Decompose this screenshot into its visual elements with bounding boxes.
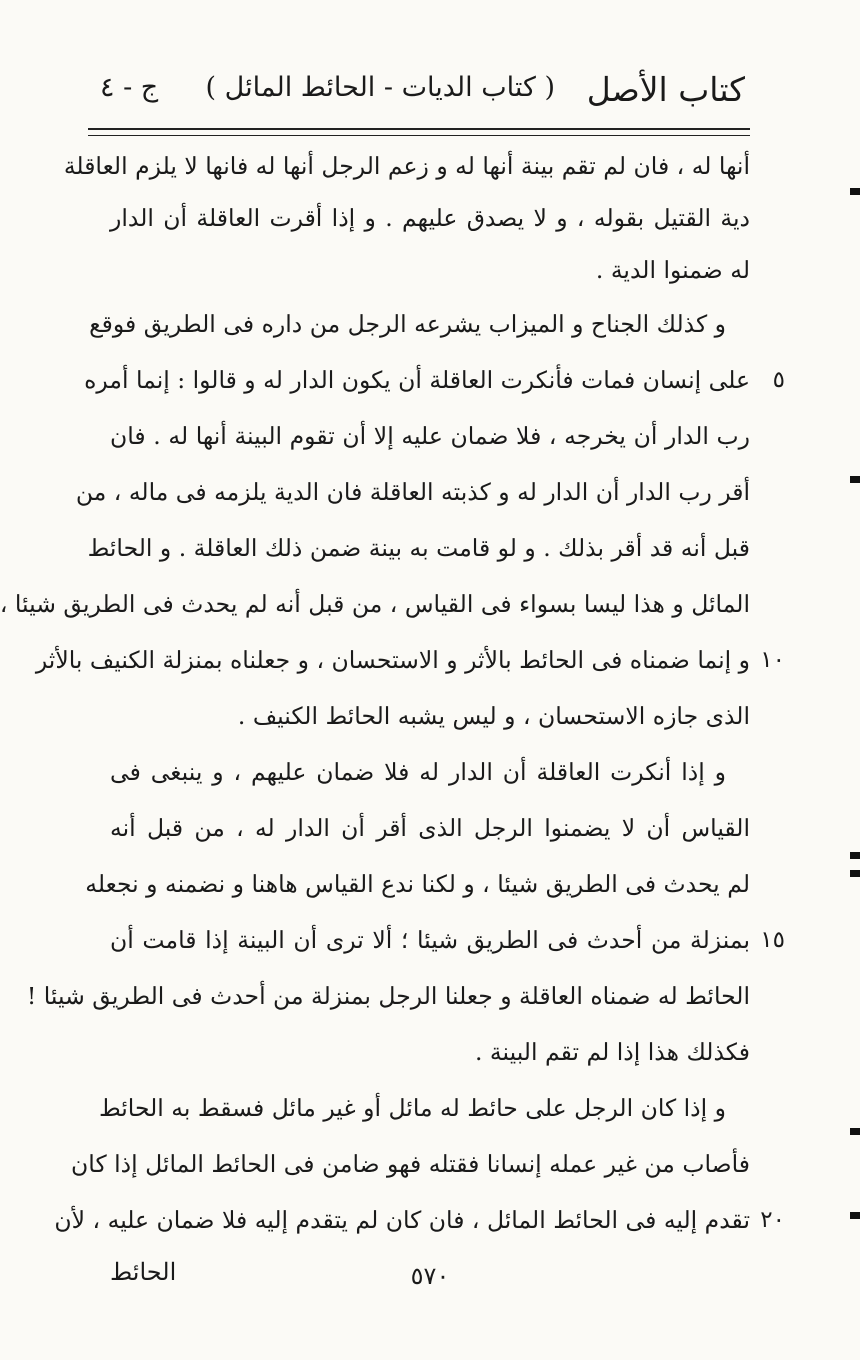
text-line: الحائط له ضمناه العاقلة و جعلنا الرجل بمنزلة من أحدث فى الطريق شيئا ! bbox=[26, 982, 750, 1010]
text-line: و إنما ضمناه فى الحائط بالأثر و الاستحسان ، و جعلناه بمنزلة الكنيف بالأثر bbox=[35, 646, 750, 674]
text-line: المائل و هذا ليسا بسواء فى القياس ، من قبل أنه لم يحدث فى الطريق شيئا ، bbox=[0, 590, 750, 618]
text-line: لم يحدث فى الطريق شيئا ، و لكنا ندع القياس هاهنا و نضمنه و نجعله bbox=[85, 870, 750, 898]
volume-label: ج - ٤ bbox=[100, 72, 159, 103]
text-line: بمنزلة من أحدث فى الطريق شيئا ؛ ألا ترى أن البينة إذا قامت أن bbox=[110, 926, 750, 954]
running-header bbox=[95, 70, 745, 120]
line-number-20: ٢٠ bbox=[760, 1207, 785, 1233]
margin-mark bbox=[850, 1128, 860, 1135]
text-line: أنها له ، فان لم تقم بينة أنها له و زعم الرجل أنها له فانها لا يلزم العاقلة bbox=[63, 152, 750, 180]
text-line: على إنسان فمات فأنكرت العاقلة أن يكون الدار له و قالوا : إنما أمره bbox=[84, 366, 750, 394]
text-line: فأصاب من غير عمله إنسانا فقتله فهو ضامن فى الحائط المائل إذا كان bbox=[71, 1150, 750, 1178]
line-number-10: ١٠ bbox=[760, 647, 785, 673]
line-number-15: ١٥ bbox=[760, 927, 785, 953]
text-line: و كذلك الجناح و الميزاب يشرعه الرجل من داره فى الطريق فوقع bbox=[89, 310, 726, 338]
margin-mark bbox=[850, 870, 860, 877]
text-line: قبل أنه قد أقر بذلك . و لو قامت به بينة ضمن ذلك العاقلة . و الحائط bbox=[87, 534, 750, 562]
page-number: ٥٧٠ bbox=[410, 1262, 450, 1290]
margin-mark bbox=[850, 188, 860, 195]
header-rule-thick bbox=[88, 128, 750, 130]
margin-mark bbox=[850, 1212, 860, 1219]
text-line: القياس أن لا يضمنوا الرجل الذى أقر أن الدار له ، من قبل أنه bbox=[110, 814, 750, 842]
text-line: فكذلك هذا إذا لم تقم البينة . bbox=[474, 1038, 750, 1066]
text-line: و إذا كان الرجل على حائط له مائل أو غير مائل فسقط به الحائط bbox=[98, 1094, 726, 1122]
margin-mark bbox=[850, 476, 860, 483]
text-line: له ضمنوا الدية . bbox=[595, 256, 750, 284]
text-line: أقر رب الدار أن الدار له و كذبته العاقلة فان الدية يلزمه فى ماله ، من bbox=[75, 478, 750, 506]
margin-mark bbox=[850, 852, 860, 859]
text-line: دية القتيل بقوله ، و لا يصدق عليهم . و إذا أقرت العاقلة أن الدار bbox=[110, 204, 750, 232]
text-line: رب الدار أن يخرجه ، فلا ضمان عليه إلا أن تقوم البينة أنها له . فان bbox=[110, 422, 750, 450]
text-line: الذى جازه الاستحسان ، و ليس يشبه الحائط الكنيف . bbox=[237, 702, 750, 730]
catchword: الحائط bbox=[110, 1258, 177, 1286]
header-rule-thin bbox=[88, 135, 750, 136]
line-number-5: ٥ bbox=[772, 367, 785, 393]
text-line: و إذا أنكرت العاقلة أن الدار له فلا ضمان عليهم ، و ينبغى فى bbox=[110, 758, 726, 786]
text-line: تقدم إليه فى الحائط المائل ، فان كان لم يتقدم إليه فلا ضمان عليه ، لأن bbox=[54, 1206, 750, 1234]
book-title: كتاب الأصل bbox=[586, 70, 745, 109]
section-title: ( كتاب الديات - الحائط المائل ) bbox=[205, 72, 555, 103]
